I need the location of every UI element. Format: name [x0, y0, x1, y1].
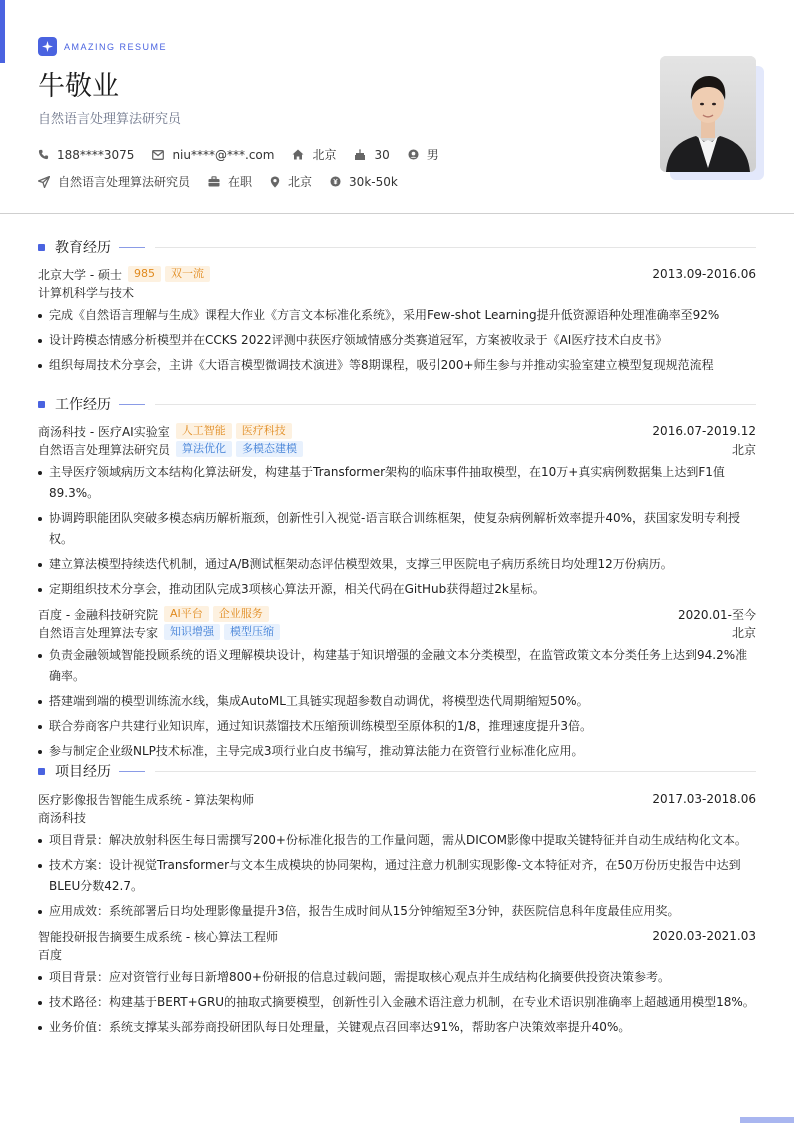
entry-subrow: [38, 440, 756, 458]
section-rule: [155, 247, 756, 248]
role-name: 自然语言处理算法研究员: [38, 442, 171, 457]
bullet-item: 负责金融领域智能投顾系统的语义理解模块设计，构建基于知识增强的金融文本分类模型，在监管政策文本分类任务上达到94.2%准确率。: [38, 645, 756, 687]
bullet-item: 完成《自然语言理解与生成》课程大作业《方言文本标准化系统》，采用Few-shot Learning提升低资源语种处理准确率至92%: [38, 305, 756, 326]
mail-icon: [152, 150, 164, 160]
bullet-item: 项目背景：解决放射科医生每日需撰写200+份标准化报告的工作量问题，需从DICOM影像中提取关键特征并自动生成结构化文本。: [38, 830, 756, 851]
brand-text: AMAZING RESUME: [64, 41, 168, 52]
city-item: [292, 146, 336, 163]
contact-row: [38, 146, 457, 163]
work-entry: [38, 605, 756, 762]
send-icon: [38, 176, 50, 188]
company-name: 商汤科技 - 医疗AI实验室: [38, 424, 170, 439]
bullet-item: 联合券商客户共建行业知识库，通过知识蒸馏技术压缩预训练模型至原体积的1/8，推理速度提升3倍。: [38, 716, 756, 737]
education-section: [38, 238, 756, 376]
entry-date: 2020.01-至今: [678, 607, 756, 622]
city-text: 北京: [312, 148, 337, 162]
company-tag: 企业服务: [213, 606, 269, 622]
project-entry: [38, 790, 756, 922]
role-group: [38, 624, 280, 641]
salary-item: [330, 175, 398, 189]
entry-title-group: [38, 606, 269, 623]
entry-title-group: [38, 423, 292, 440]
bullet-item: 搭建端到端的模型训练流水线，集成AutoML工具链实现超参数自动调优，将模型迭代周期缩短50%。: [38, 691, 756, 712]
work-section: [38, 395, 756, 762]
section-rule: [155, 771, 756, 772]
entry-date: 2016.07-2019.12: [652, 424, 756, 438]
section-title: 工作经历: [55, 397, 111, 413]
project-name: 智能投研报告摘要生成系统 - 核心算法工程师: [38, 929, 278, 944]
entry-subrow: [38, 623, 756, 641]
bullet-list: [38, 462, 756, 600]
major: 计算机科学与技术: [38, 285, 135, 300]
bullet-item: 技术路径：构建基于BERT+GRU的抽取式摘要模型，创新性引入金融术语注意力机制，在专业术语识别准确率上超越通用模型18%。: [38, 992, 756, 1013]
company-tag: AI平台: [164, 606, 209, 622]
bullet-list: [38, 305, 756, 376]
work-entry: [38, 422, 756, 600]
role-group: [38, 441, 303, 458]
bullet-list: [38, 967, 756, 1038]
footer-bar: [740, 1117, 794, 1123]
gender-text: 男: [426, 148, 439, 162]
target-role-text: 自然语言处理算法研究员: [58, 175, 191, 189]
company-name: 百度 - 金融科技研究院: [38, 607, 158, 622]
section-title: 项目经历: [55, 764, 111, 780]
entry-header: [38, 422, 756, 440]
home-icon: [292, 149, 304, 160]
accent-bar: [0, 0, 5, 63]
bullet-item: 主导医疗领域病历文本结构化算法研发，构建基于Transformer架构的临床事件抽取模型，在10万+真实病例数据集上达到F1值89.3%。: [38, 462, 756, 504]
bullet-item: 技术方案：设计视觉Transformer与文本生成模块的协同架构，通过注意力机制实现影像-文本特征对齐，在50万份历史报告中达到BLEU分数42.7。: [38, 855, 756, 897]
entry-location: 北京: [731, 442, 756, 457]
salary-text: 30k-50k: [349, 174, 398, 189]
section-header: [38, 238, 756, 256]
age-text: 30: [374, 147, 390, 162]
bullet-item: 建立算法模型持续迭代机制，通过A/B测试框架动态评估模型效果，支撑三甲医院电子病历系统日均处理12万份病历。: [38, 554, 756, 575]
bullet-item: 参与制定企业级NLP技术标准，主导完成3项行业白皮书编写，推动算法能力在资管行业标准化应用。: [38, 741, 756, 762]
entry-header: [38, 605, 756, 623]
sparkle-icon: [38, 37, 57, 56]
entry-header: [38, 790, 756, 808]
school-tag: 双一流: [165, 266, 210, 282]
coin-icon: [330, 176, 341, 187]
company-tag: 医疗科技: [236, 423, 292, 439]
entry-title-group: [38, 266, 210, 283]
section-dash: [119, 404, 145, 405]
school-tag: 985: [128, 266, 161, 282]
bullet-item: 设计跨模态情感分析模型并在CCKS 2022评测中获医疗领域情感分类赛道冠军，方案被收录于《AI医疗技术白皮书》: [38, 330, 756, 351]
job-intent-row: [38, 173, 416, 190]
projects-section: [38, 762, 756, 1038]
target-city-item: [270, 173, 312, 190]
section-marker: [38, 768, 45, 775]
target-city-text: 北京: [288, 175, 313, 189]
briefcase-icon: [208, 176, 220, 187]
project-entry: [38, 927, 756, 1038]
section-title: 教育经历: [55, 240, 111, 256]
section-header: [38, 762, 756, 780]
education-entry: [38, 265, 756, 376]
bullet-item: 项目背景：应对资管行业每日新增800+份研报的信息过载问题，需提取核心观点并生成结构化摘要供投资决策参考。: [38, 967, 756, 988]
section-header: [38, 395, 756, 413]
role-tag: 模型压缩: [224, 624, 280, 640]
entry-subrow: [38, 283, 756, 301]
entry-header: [38, 265, 756, 283]
entry-date: 2013.09-2016.06: [652, 267, 756, 281]
company-tag: 人工智能: [176, 423, 232, 439]
entry-header: [38, 927, 756, 945]
email-text: niu****@***.com: [172, 147, 275, 162]
section-marker: [38, 401, 45, 408]
bullet-list: [38, 645, 756, 762]
role-tag: 算法优化: [176, 441, 232, 457]
location-pin-icon: [270, 176, 280, 188]
project-name: 医疗影像报告智能生成系统 - 算法架构师: [38, 792, 254, 807]
bullet-item: 协调跨职能团队突破多模态病历解析瓶颈，创新性引入视觉-语言联合训练框架，使复杂病例解析效率提升40%，获国家发明专利授权。: [38, 508, 756, 550]
header-divider: [0, 213, 794, 214]
section-marker: [38, 244, 45, 251]
section-dash: [119, 771, 145, 772]
brand: [38, 37, 167, 56]
role-name: 自然语言处理算法专家: [38, 625, 159, 640]
entry-subrow: [38, 945, 756, 963]
bullet-item: 定期组织技术分享会，推动团队完成3项核心算法开源，相关代码在GitHub获得超过2k星标。: [38, 579, 756, 600]
age-item: [354, 148, 389, 162]
entry-date: 2017.03-2018.06: [652, 792, 756, 806]
phone-icon: [38, 149, 49, 160]
bullet-list: [38, 830, 756, 922]
phone-text: 188****3075: [57, 147, 135, 162]
bullet-item: 组织每周技术分享会，主讲《大语言模型微调技术演进》等8期课程，吸引200+师生参与并推动实验室建立模型复现规范流程: [38, 355, 756, 376]
gender-item: [408, 146, 439, 163]
email-item: [152, 148, 274, 162]
school-degree: 北京大学 - 硕士: [38, 267, 122, 282]
phone-item: [38, 148, 134, 162]
entry-location: 北京: [731, 625, 756, 640]
candidate-title: 自然语言处理算法研究员: [38, 112, 182, 127]
section-rule: [155, 404, 756, 405]
status-item: [208, 173, 252, 190]
bullet-item: 业务价值：系统支撑某头部券商投研团队每日处理量，关键观点召回率达91%，帮助客户决策效率提升40%。: [38, 1017, 756, 1038]
status-text: 在职: [228, 175, 253, 189]
bullet-item: 应用成效：系统部署后日均处理影像量提升3倍，报告生成时间从15分钟缩短至3分钟，获医院信息科年度最佳应用奖。: [38, 901, 756, 922]
project-org: 百度: [38, 947, 63, 962]
candidate-name: 牛敬业: [38, 71, 119, 102]
gender-icon: [408, 149, 419, 160]
entry-date: 2020.03-2021.03: [652, 929, 756, 943]
project-org: 商汤科技: [38, 810, 87, 825]
role-tag: 知识增强: [164, 624, 220, 640]
role-tag: 多模态建模: [236, 441, 303, 457]
entry-subrow: [38, 808, 756, 826]
cake-icon: [354, 149, 366, 161]
target-role-item: [38, 173, 190, 190]
profile-photo: [660, 56, 756, 172]
section-dash: [119, 247, 145, 248]
